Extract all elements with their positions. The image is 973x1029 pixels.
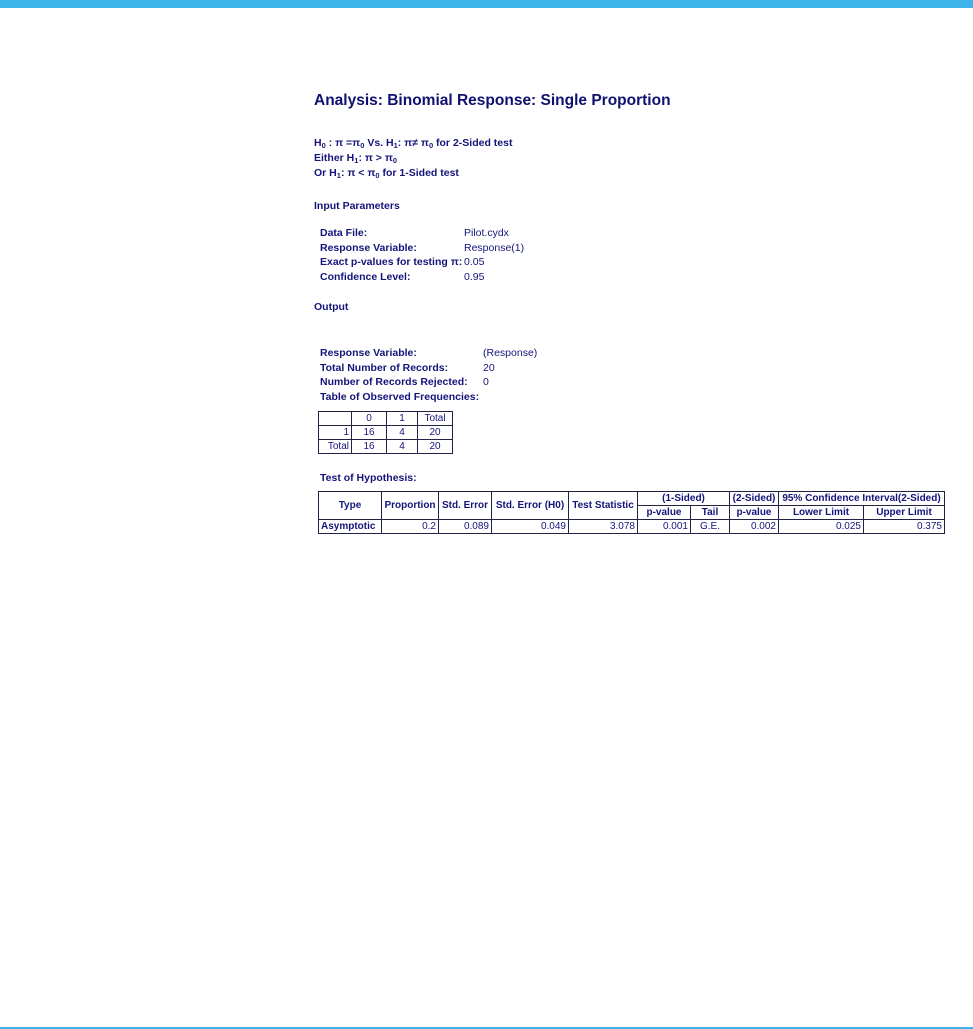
param-row xyxy=(320,270,954,285)
table-cell: Total xyxy=(319,440,352,454)
summary-value: (Response) xyxy=(483,347,538,359)
param-row xyxy=(320,226,954,241)
hypothesis-line-2 xyxy=(314,151,954,166)
summary-value: 0 xyxy=(483,376,489,388)
hyp-sub: 0 xyxy=(375,171,380,180)
test-of-hypothesis-heading: Test of Hypothesis: xyxy=(320,472,417,484)
param-value: 0.05 xyxy=(464,256,485,268)
summary-row xyxy=(320,375,954,390)
input-parameters-heading: Input Parameters xyxy=(314,200,400,212)
table-cell: 3.078 xyxy=(569,520,638,534)
param-row xyxy=(320,255,954,270)
param-value: 0.95 xyxy=(464,270,485,283)
table-cell: 0.002 xyxy=(730,520,779,534)
hyp-text: Either H xyxy=(314,152,355,164)
column-header: Tail xyxy=(691,506,730,520)
table-cell: 1 xyxy=(319,426,352,440)
column-header: Std. Error xyxy=(439,492,492,520)
summary-label: Response Variable: xyxy=(320,347,417,359)
input-parameters-list xyxy=(320,226,954,284)
column-header: Lower Limit xyxy=(779,506,864,520)
hyp-text: for 1-Sided test xyxy=(379,167,459,179)
column-header: (1-Sided) xyxy=(638,492,730,506)
hyp-text: : π≠ π xyxy=(397,137,429,149)
hyp-sub: 0 xyxy=(321,141,326,150)
column-header: Upper Limit xyxy=(864,506,945,520)
table-cell: G.E. xyxy=(691,520,730,534)
table-cell: 1 xyxy=(387,412,418,426)
output-heading: Output xyxy=(314,301,349,313)
column-header: p-value xyxy=(638,506,691,520)
summary-row xyxy=(320,346,954,361)
hyp-sub: 1 xyxy=(336,171,341,180)
test-of-hypothesis-table xyxy=(318,491,945,534)
table-header-row xyxy=(319,492,945,506)
table-cell: 20 xyxy=(418,440,453,454)
column-header: Type xyxy=(319,492,382,520)
table-cell: 0 xyxy=(352,412,387,426)
hyp-text: H xyxy=(314,137,322,149)
output-summary xyxy=(320,346,954,404)
param-label: Response Variable: xyxy=(320,241,417,254)
window-top-bar xyxy=(0,0,973,8)
table-cell: 16 xyxy=(352,440,387,454)
summary-label: Total Number of Records: xyxy=(320,361,449,374)
hypothesis-line-1 xyxy=(314,136,954,151)
page-title: Analysis: Binomial Response: Single Proportion xyxy=(314,92,671,109)
column-header: (2-Sided) xyxy=(730,492,779,506)
hypothesis-line-3 xyxy=(314,166,954,181)
column-header: Std. Error (H0) xyxy=(492,492,569,520)
table-cell: 0.001 xyxy=(638,520,691,534)
hyp-sub: 0 xyxy=(392,156,398,165)
param-label: Data File: xyxy=(320,227,368,239)
column-header: Test Statistic xyxy=(569,492,638,520)
hypotheses-block xyxy=(314,136,954,181)
table-row xyxy=(319,440,453,454)
table-row xyxy=(319,426,453,440)
hyp-text: : π =π xyxy=(325,137,361,149)
table-cell: 4 xyxy=(387,440,418,454)
report-content xyxy=(314,90,954,534)
table-row xyxy=(319,520,945,534)
hyp-text: Vs. H xyxy=(364,137,394,149)
table-cell: 0.375 xyxy=(864,520,945,534)
table-cell: 16 xyxy=(352,426,387,440)
hyp-text: : π > π xyxy=(358,152,393,164)
param-label: Confidence Level: xyxy=(320,270,411,283)
summary-value: 20 xyxy=(483,361,495,374)
table-cell: Total xyxy=(418,412,453,426)
summary-row xyxy=(320,361,954,376)
param-value: Pilot.cydx xyxy=(464,227,509,239)
table-cell: Asymptotic xyxy=(319,520,382,534)
column-header: 95% Confidence Interval(2-Sided) xyxy=(779,492,945,506)
hyp-text: : π < π xyxy=(340,167,376,179)
param-row xyxy=(320,241,954,256)
summary-row xyxy=(320,390,954,405)
param-label: Exact p-values for testing π: xyxy=(320,256,463,268)
table-row xyxy=(319,412,453,426)
hyp-sub: 1 xyxy=(354,156,359,165)
table-cell: 20 xyxy=(418,426,453,440)
hyp-text: Or H xyxy=(314,167,337,179)
table-cell: 4 xyxy=(387,426,418,440)
table-cell: 0.089 xyxy=(439,520,492,534)
column-header: p-value xyxy=(730,506,779,520)
freq-table-heading: Table of Observed Frequencies: xyxy=(320,390,480,403)
table-cell: 0.049 xyxy=(492,520,569,534)
observed-frequencies-table xyxy=(318,411,453,454)
hyp-text: for 2-Sided test xyxy=(433,137,513,149)
hyp-sub: 1 xyxy=(393,141,398,150)
hyp-sub: 0 xyxy=(360,141,365,150)
table-cell xyxy=(319,412,352,426)
param-value: Response(1) xyxy=(464,241,525,254)
hyp-sub: 0 xyxy=(428,141,434,150)
table-cell: 0.025 xyxy=(779,520,864,534)
summary-label: Number of Records Rejected: xyxy=(320,376,468,388)
column-header: Proportion xyxy=(382,492,439,520)
table-cell: 0.2 xyxy=(382,520,439,534)
